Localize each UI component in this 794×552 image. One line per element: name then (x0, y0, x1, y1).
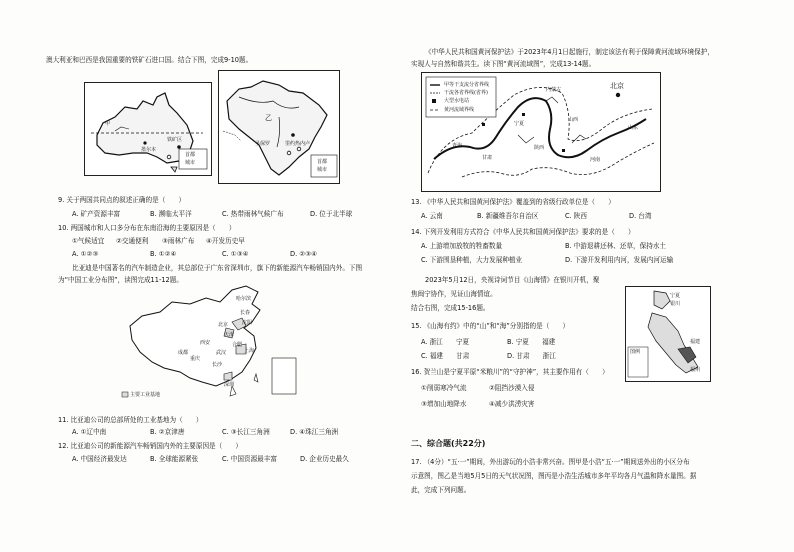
q11-opt-d[interactable]: D. ④珠江三角洲 (290, 428, 339, 436)
q9-opt-c[interactable]: C. 热带雨林气候广布 (222, 210, 284, 218)
label-ningxia: 宁夏 (514, 121, 525, 127)
label-sao-paulo: 圣保罗 (255, 141, 271, 147)
label-mine: 铁矿区 (167, 137, 183, 143)
q10-opt-a[interactable]: A. ①②③ (72, 250, 99, 258)
q9-opt-a[interactable]: A. 矿产资源丰富 (72, 210, 121, 218)
q16-item-1: ①削弱寒冷气流 (421, 384, 467, 392)
q17-line-1: 17. （4分）“五·一”期间，外出游玩的小浩非常兴奋。图甲是小浩“五·一”期间送外出的小区分布 (411, 458, 690, 466)
label-gansu: 甘肃 (482, 155, 493, 161)
q12-opt-b[interactable]: B. 全球能源紧张 (150, 455, 199, 463)
q14-opt-a[interactable]: A. 上游增加放牧的牲畜数量 (421, 242, 503, 250)
q10-opt-b[interactable]: B. ①②④ (150, 250, 177, 258)
ningxia-fujian-map (625, 286, 711, 382)
q13-opt-c[interactable]: C. 陕西 (565, 212, 587, 220)
q10-opt-d[interactable]: D. ②③④ (290, 250, 318, 258)
city-changsha: 长沙 (212, 362, 223, 368)
q12: 12. 比亚迪公司的新能源汽车畅销国内外的主要原因是（ ） (58, 442, 243, 450)
label-shaanxi: 陕西 (534, 145, 545, 151)
q10-item-2: ②交通便利 (116, 237, 149, 245)
legend-city: 城市 (185, 160, 196, 166)
q14-opt-c[interactable]: C. 下游围垦种植，大力发展种植业 (421, 256, 523, 264)
intro-15-16b: 焦闽宁协作，见证山海情谊。 (411, 290, 497, 298)
label-yinchuan: 银川 (670, 301, 681, 307)
label-fujian: 福建 (690, 339, 701, 345)
label-melbourne: 墨尔本 (141, 147, 157, 153)
intro-15-16a: 2023年5月12日，央视诗词节目《山海情》在银川开机，聚 (425, 276, 600, 284)
label-yi: 乙 (265, 114, 272, 122)
china-map-drawing (120, 282, 310, 406)
q14-opt-b[interactable]: B. 中游退耕还林、还草，保持水土 (565, 242, 667, 250)
q9: 9. 关于两国共同点的叙述正确的是（ ） (58, 196, 186, 204)
intro-15-16c: 结合右图，完成15-16题。 (411, 304, 490, 312)
label-shandong: 山东 (628, 125, 639, 131)
city-tianjin: 天津 (224, 332, 235, 338)
section-2-title: 二、综合题(共22分) (411, 439, 486, 448)
q15-opt-d[interactable]: D. 甘肃 浙江 (507, 352, 556, 360)
q11-opt-a[interactable]: A. ①辽中南 (72, 428, 107, 436)
intro-9-10: 澳大利亚和巴西是我国重要的铁矿石进口国。结合下图，完成9-10题。 (46, 56, 253, 64)
q13-opt-d[interactable]: D. 台湾 (629, 212, 652, 220)
q15-opt-b[interactable]: B. 宁夏 福建 (507, 338, 556, 346)
right-column (397, 0, 794, 552)
legend-hh-1: 甲等干支流分省界线 (444, 82, 490, 88)
q10: 10. 两国城市和人口多分布在东南沿海的主要原因是（ ） (58, 224, 236, 232)
q10-item-3: ③雨林广布 (162, 237, 195, 245)
label-beijing: 北京 (610, 82, 624, 90)
q11: 11. 比亚迪公司的总部所处的工业基地为（ ） (58, 416, 203, 424)
q14: 14. 下列开发利用方式符合《中华人民共和国黄河保护法》要求的是（ ） (411, 228, 635, 236)
q9-opt-d[interactable]: D. 位于北半球 (310, 210, 353, 218)
china-industry-map (120, 282, 310, 406)
legend-hh-3: 大型水电站 (444, 98, 470, 104)
label-neimenggu: 内蒙古 (546, 87, 562, 93)
q16-item-4: ④减少洪涝灾害 (489, 400, 535, 408)
city-wuhan: 武汉 (216, 350, 227, 356)
city-harbin: 哈尔滨 (236, 296, 252, 302)
legend-hh-2: 干流各省界线(省界) (444, 90, 488, 96)
q13: 13. 《中华人民共和国黄河保护法》覆盖到的省级行政单位是（ ） (411, 198, 615, 206)
q10-item-1: ①气候适宜 (72, 237, 105, 245)
legend-capital: 首都 (185, 152, 196, 158)
q12-opt-a[interactable]: A. 中国经济最发达 (72, 455, 127, 463)
australia-map (84, 82, 212, 176)
q10-item-4: ④开发历史早 (206, 237, 245, 245)
q13-opt-a[interactable]: A. 云南 (421, 212, 443, 220)
q16-item-2: ②阻挡沙漠入侵 (489, 384, 535, 392)
q12-opt-d[interactable]: D. 企业历史最久 (300, 455, 349, 463)
label-jia: 甲 (105, 121, 111, 127)
label-ningxia-fj: 宁夏 (670, 293, 681, 299)
label-rio: 里约热内卢 (285, 141, 311, 147)
city-changchun: 长春 (240, 310, 251, 316)
intro-13-14b: 实现人与自然和谐共生。读下图“黄河流域图”，完成13-14题。 (411, 60, 596, 68)
label-henan: 河南 (590, 157, 601, 163)
q11-opt-b[interactable]: B. ②京津唐 (150, 428, 185, 436)
intro-11-12b: 为“中国工业分布图”，读图完成11-12题。 (58, 276, 183, 284)
legend-industry-base: 主要工业基地 (130, 392, 161, 398)
city-shenyang: 沈阳 (242, 320, 253, 326)
brazil-map (218, 70, 340, 184)
city-chongqing: 重庆 (190, 356, 201, 362)
legend-capital-br: 首都 (317, 159, 328, 165)
q17-line-3: 此，完成下列问题。 (411, 486, 471, 494)
q10-opt-c[interactable]: C. ①③④ (222, 250, 249, 258)
q14-opt-d[interactable]: D. 下游开发利用内河，发展内河运输 (565, 256, 674, 264)
legend-fj: 图例 (630, 349, 641, 355)
legend-city-br: 城市 (317, 167, 328, 173)
city-chengdu: 成都 (178, 350, 189, 356)
q13-opt-b[interactable]: B. 新疆维吾尔自治区 (477, 212, 539, 220)
label-shanxi: 山西 (568, 117, 579, 123)
legend-hh-4: 黄河流域界线 (444, 107, 475, 113)
yellow-river-map (421, 72, 661, 192)
q15-opt-c[interactable]: C. 福建 甘肃 (421, 352, 470, 360)
q9-opt-b[interactable]: B. 濒临太平洋 (150, 210, 192, 218)
label-fuzhou: 福州 (690, 367, 701, 373)
city-shanghai: 上海 (244, 348, 255, 354)
city-hefei: 合肥 (232, 342, 243, 348)
label-qinghai: 青海 (452, 143, 463, 149)
q15: 15. 《山海有约》中的“山”和“海”分别指的是（ ） (411, 322, 570, 330)
city-xian: 西安 (200, 340, 211, 346)
city-shenzhen: 深圳 (224, 382, 235, 388)
q15-opt-a[interactable]: A. 浙江 宁夏 (421, 338, 470, 346)
intro-13-14a: 《中华人民共和国黄河保护法》于2023年4月1日起施行，制定该法有利于保障黄河流域环境保护， (425, 48, 714, 56)
q12-opt-c[interactable]: C. 中国资源最丰富 (222, 455, 277, 463)
q16: 16. 贺兰山是宁夏平原“米粮川”的“守护神”，其主要作用有（ ） (411, 368, 609, 376)
q17-line-2: 示意图，图乙是当地5月5日的天气状况图，图丙是小浩生活城市多年平均各月气温和降水量图。据 (411, 472, 697, 480)
q11-opt-c[interactable]: C. ③长江三角洲 (222, 428, 270, 436)
q16-item-3: ③增加山地降水 (421, 400, 467, 408)
city-beijing: 北京 (218, 322, 229, 328)
intro-11-12: 比亚迪是中国著名的汽车制造企业，其总部位于广东省深圳市，旗下的新能源汽车畅销国内外。下图 (72, 264, 363, 272)
